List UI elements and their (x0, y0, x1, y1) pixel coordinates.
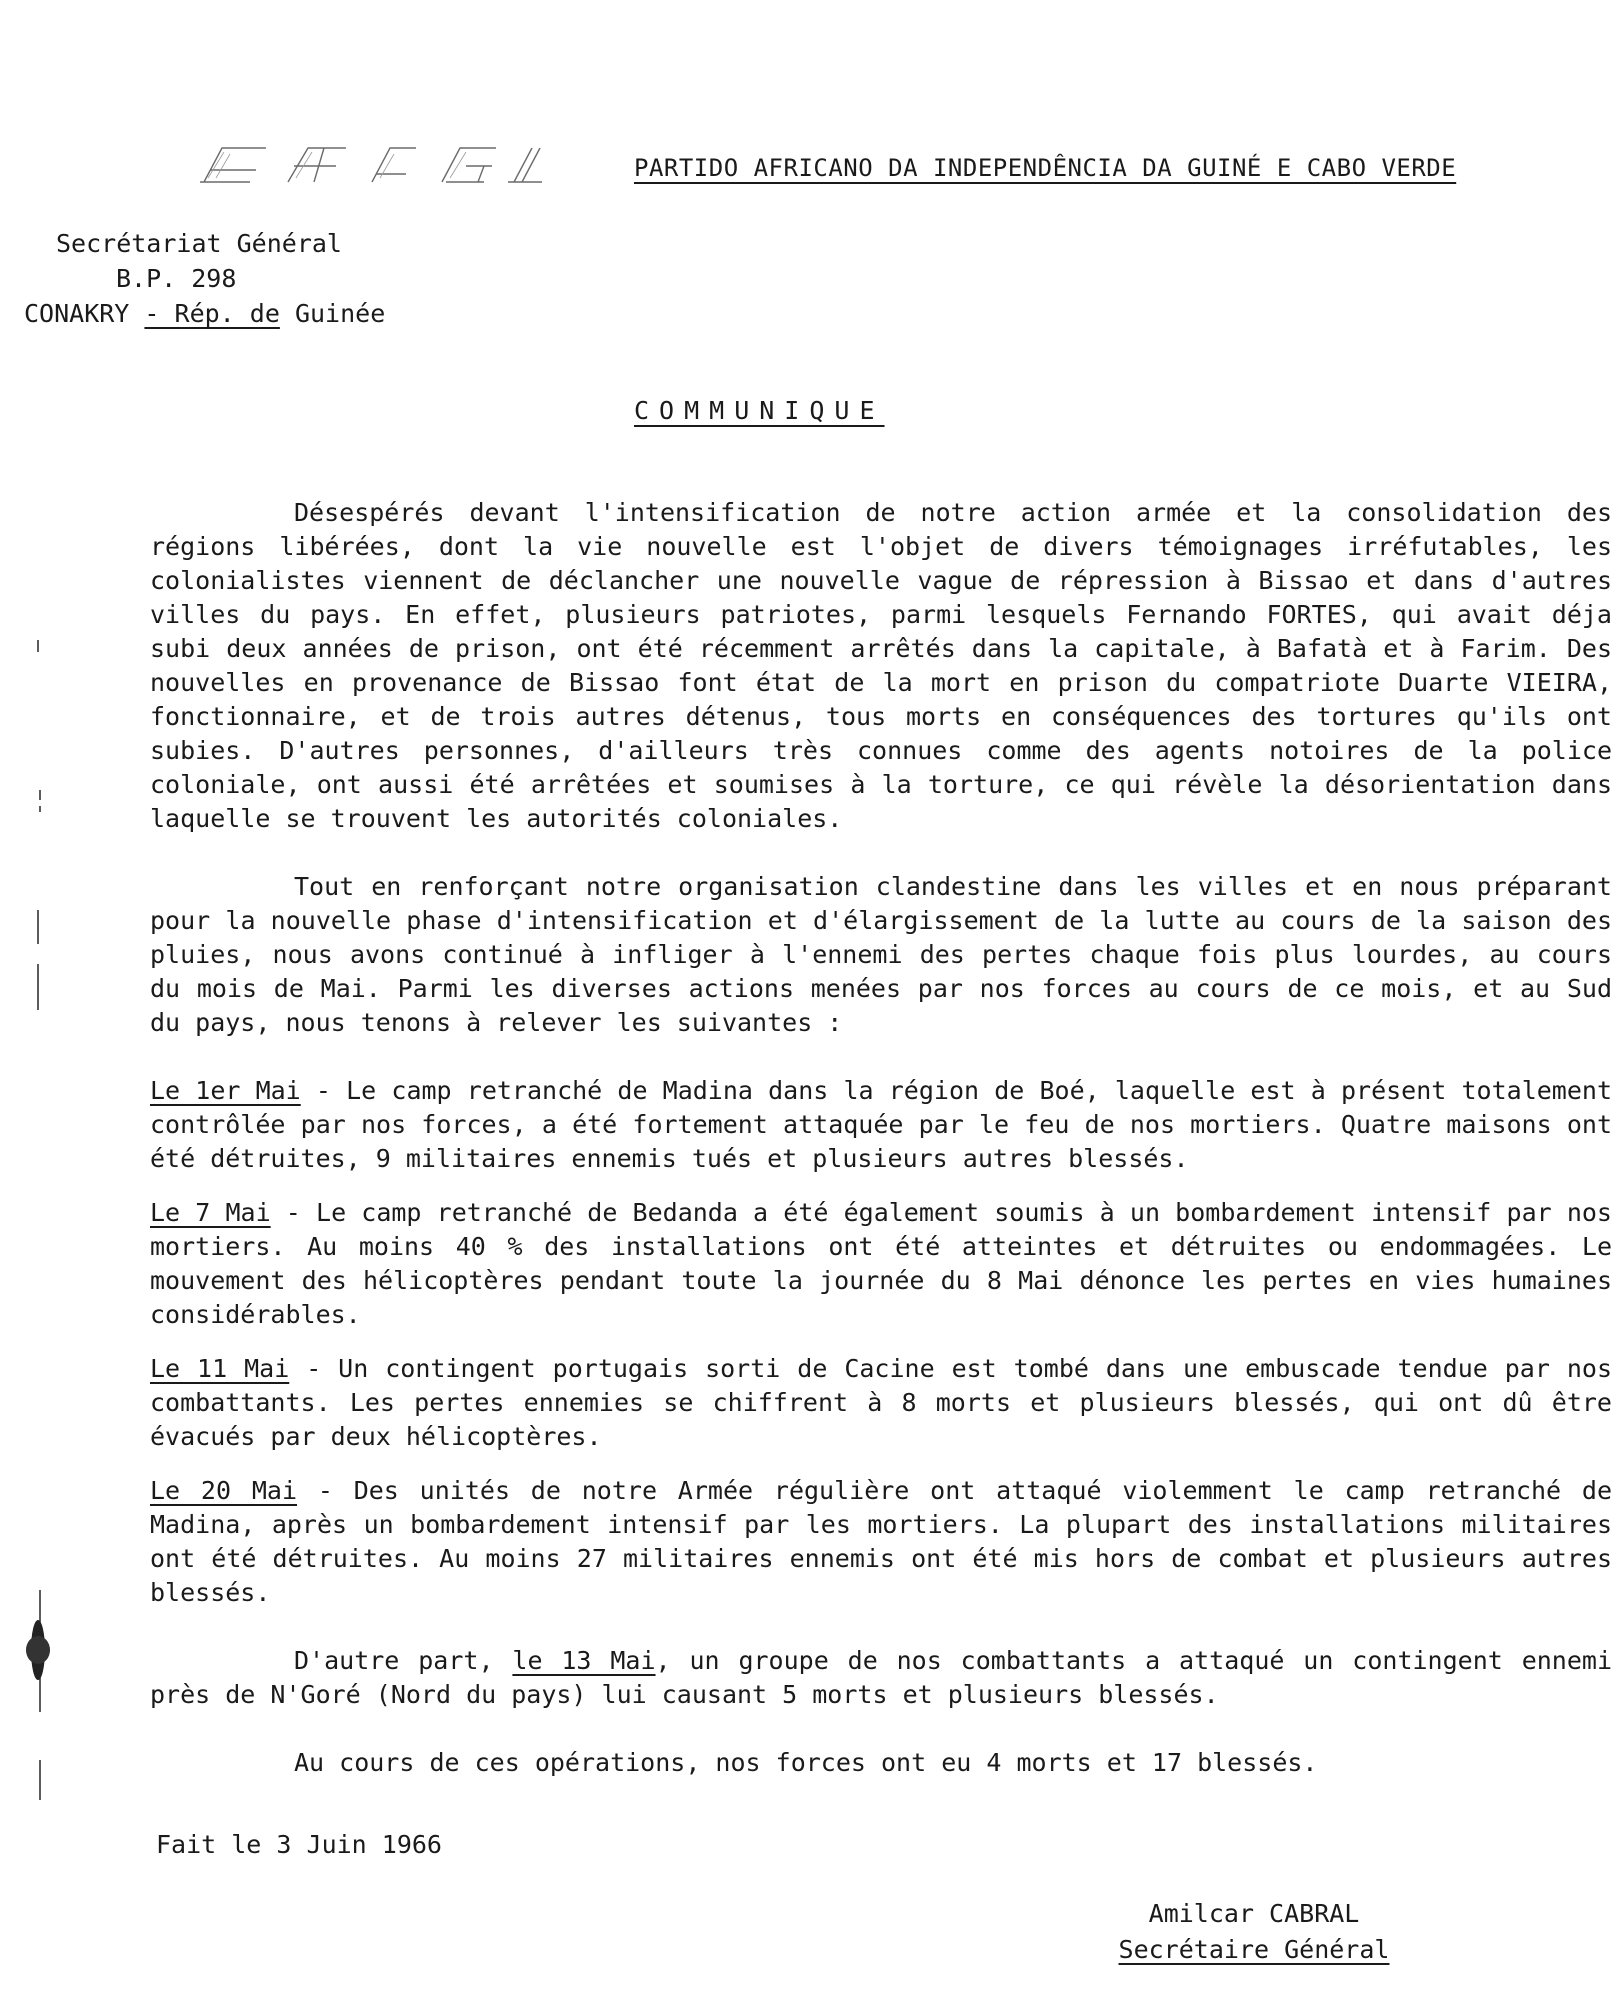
paragraph-repression: Désespérés devant l'intensification de notre action armée et la consolidation des régions libérées, dont la vie nouvelle est l'objet de divers témoignages irréfutables, les colonialistes viennent de déclancher une nouvelle vague de répression à Bissao et dans d'autres villes du pays. En effet, plusieurs patriotes, parmi lesquels Fernando FORTES, qui avait déja subi deux années de prison, ont été récemment arrêtés dans la capitale, à Bafatà et à Farim. Des nouvelles en provenance de Bissao font état de la mort en prison du compatriote Duarte VIEIRA, fonctionnaire, et de trois autres détenus, tous morts en conséquences des tortures qu'ils ont subies. D'autres personnes, d'ailleurs très connues comme des agents notoires de la police coloniale, ont aussi été arrêtées et soumises à la torture, ce qui révèle la désorientation dans laquelle se trouvent les autorités coloniales. (150, 498, 1612, 833)
signatory-title: Secrétaire Général (1118, 1935, 1390, 1964)
paragraph-north (150, 1644, 1612, 1712)
scan-margin-marks (0, 0, 70, 2016)
document-title: COMMUNIQUE (634, 396, 885, 425)
sender-country: Guinée (294, 299, 386, 328)
event-1-mai (150, 1074, 1612, 1176)
north-date: le 13 Mai (512, 1646, 656, 1675)
event-date: Le 7 Mai (150, 1198, 271, 1227)
event-text: - Le camp retranché de Bedanda a été également soumis à un bombardement intensif par nos mortiers. Au moins 40 % des installations ont été atteintes et détruites ou endommagées. Le mouvement des hélicoptères pendant toute la journée du 8 Mai dénonce les pertes en vies humaines considérables. (150, 1198, 1612, 1329)
organization-name: PARTIDO AFRICANO DA INDEPENDÊNCIA DA GUINÉ E CABO VERDE (634, 154, 1457, 182)
event-date: Le 11 Mai (150, 1354, 290, 1383)
sender-line-3 (24, 296, 444, 331)
event-7-mai (150, 1196, 1612, 1332)
event-text: - Le camp retranché de Madina dans la région de Boé, laquelle est à présent totalement contrôlée par nos forces, a été fortement attaquée par le feu de nos mortiers. Quatre maisons ont été détruites, 9 militaires ennemis tués et plusieurs autres blessés. (150, 1076, 1613, 1173)
north-post: , un groupe de nos combattants a attaqué un contingent ennemi près de N'Goré (Nord du pays) lui causant 5 morts et plusieurs blessés. (150, 1646, 1612, 1709)
paragraph-losses: Au cours de ces opérations, nos forces ont eu 4 morts et 17 blessés. (294, 1748, 1318, 1777)
date-signed: Fait le 3 Juin 1966 (156, 1830, 442, 1859)
sender-address (24, 226, 444, 331)
communique-body (150, 496, 1612, 1780)
sender-line-1: Secrétariat Général (56, 229, 342, 258)
event-text: - Un contingent portugais sorti de Cacine est tombé dans une embuscade tendue par nos combattants. Les pertes ennemies se chiffrent à 8 morts et plusieurs blessés, qui ont dû être évacués par deux hélicoptères. (150, 1354, 1612, 1451)
event-text: - Des unités de notre Armée régulière ont attaqué violemment le camp retranché de Madina, après un bombardement intensif par les mortiers. La plupart des installations militaires ont été détruites. Au moins 27 militaires ennemis ont été mis hors de combat et plusieurs autres blessés. (150, 1476, 1612, 1607)
sender-line-2: B.P. 298 (116, 264, 237, 293)
event-date: Le 1er Mai (150, 1076, 301, 1105)
paigc-logo (196, 142, 546, 188)
sender-city: CONAKRY (24, 299, 130, 328)
sender-rep: - Rép. de (144, 299, 280, 328)
signatory-name: Amilcar CABRAL (1148, 1899, 1360, 1928)
paragraph-actions-intro: Tout en renforçant notre organisation clandestine dans les villes et en nous préparant pour la nouvelle phase d'intensification et d'élargissement de la lutte au cours de la saison des pluies, nous avons continué à infliger à l'ennemi des pertes chaque fois plus lourdes, au cours du mois de Mai. Parmi les diverses actions menées par nos forces au cours de ce mois, et au Sud du pays, nous tenons à relever les suivantes : (150, 872, 1612, 1037)
north-pre: D'autre part, (294, 1646, 513, 1675)
signature-block (1094, 1896, 1414, 1968)
event-date: Le 20 Mai (150, 1476, 298, 1505)
event-20-mai (150, 1474, 1612, 1610)
event-11-mai (150, 1352, 1612, 1454)
